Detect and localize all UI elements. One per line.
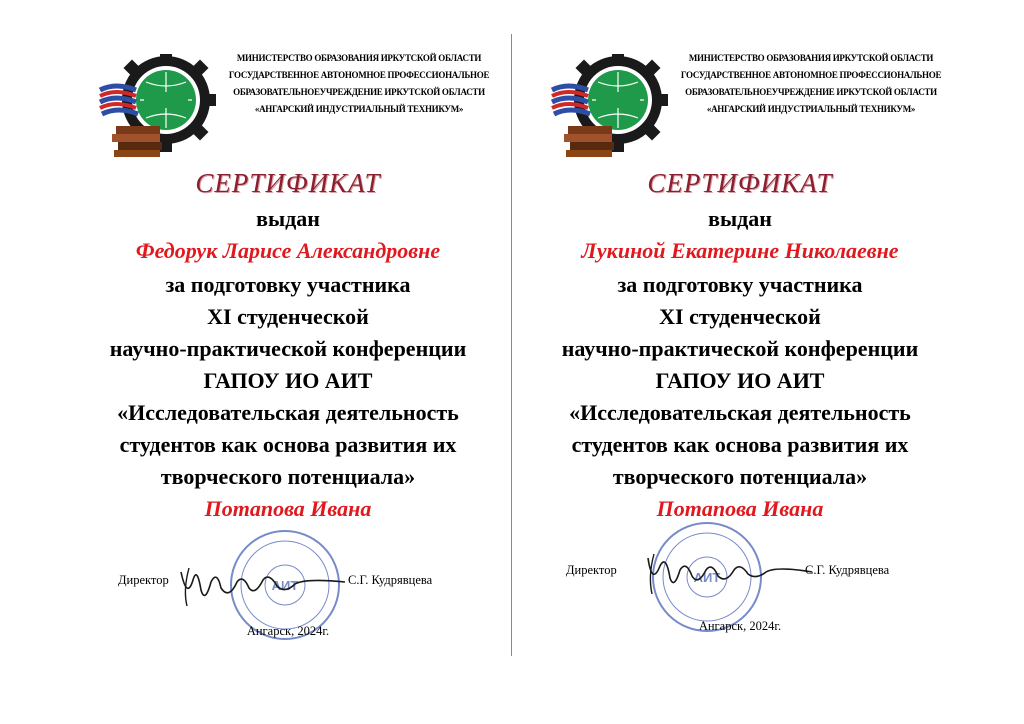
director-signature-icon xyxy=(640,548,815,598)
ministry-line: ГОСУДАРСТВЕННОЕ АВТОНОМНОЕ ПРОФЕССИОНАЛЬНОЕ xyxy=(228,70,490,80)
body-line: студентов как основа развития их xyxy=(119,432,457,457)
director-label: Директор xyxy=(566,563,617,577)
body-line: за подготовку участника xyxy=(165,272,411,297)
place-date: Ангарск, 2024г. xyxy=(698,619,782,633)
body-line: творческого потенциала» xyxy=(160,464,416,489)
body-line: научно-практической конференции xyxy=(109,336,467,361)
recipient-name: Лукиной Екатерине Николаевне xyxy=(581,238,899,263)
ministry-line: МИНИСТЕРСТВО ОБРАЗОВАНИЯ ИРКУТСКОЙ ОБЛАСТИ xyxy=(236,53,482,63)
issued-text: выдан xyxy=(708,206,772,231)
body-line: творческого потенциала» xyxy=(612,464,868,489)
ministry-line: «АНГАРСКИЙ ИНДУСТРИАЛЬНЫЙ ТЕХНИКУМ» xyxy=(706,104,916,114)
ministry-header xyxy=(218,50,500,118)
certificate-title: СЕРТИФИКАТ xyxy=(647,168,833,198)
college-logo-icon xyxy=(96,42,218,164)
body-line: за подготовку участника xyxy=(617,272,863,297)
body-line: XI студенческой xyxy=(207,304,369,329)
ministry-line: «АНГАРСКИЙ ИНДУСТРИАЛЬНЫЙ ТЕХНИКУМ» xyxy=(254,104,464,114)
director-signature-icon xyxy=(173,560,348,610)
certificate-title: СЕРТИФИКАТ xyxy=(195,168,381,198)
college-logo-icon xyxy=(548,42,670,164)
director-name: С.Г. Кудрявцева xyxy=(348,573,433,587)
ministry-line: ОБРАЗОВАТЕЛЬНОЕУЧРЕЖДЕНИЕ ИРКУТСКОЙ ОБЛАСТИ xyxy=(685,87,937,97)
body-line: научно-практической конференции xyxy=(561,336,919,361)
recipient-name: Федорук Ларисе Александровне xyxy=(135,238,441,263)
certificate-1 xyxy=(38,0,538,724)
place-date: Ангарск, 2024г. xyxy=(246,624,330,638)
stamp-text: АИТ xyxy=(271,578,299,593)
body-line: ГАПОУ ИО АИТ xyxy=(655,368,825,393)
body-line: студентов как основа развития их xyxy=(571,432,909,457)
stamp-text: АИТ xyxy=(693,570,721,585)
director-label: Директор xyxy=(118,573,169,587)
student-name: Потапова Ивана xyxy=(204,496,372,521)
ministry-header xyxy=(670,50,952,118)
body-line: «Исследовательская деятельность xyxy=(569,400,911,425)
certificate-2 xyxy=(490,0,990,724)
ministry-line: МИНИСТЕРСТВО ОБРАЗОВАНИЯ ИРКУТСКОЙ ОБЛАСТИ xyxy=(688,53,934,63)
body-line: ГАПОУ ИО АИТ xyxy=(203,368,373,393)
ministry-line: ОБРАЗОВАТЕЛЬНОЕУЧРЕЖДЕНИЕ ИРКУТСКОЙ ОБЛАСТИ xyxy=(233,87,485,97)
issued-text: выдан xyxy=(256,206,320,231)
body-line: XI студенческой xyxy=(659,304,821,329)
body-line: «Исследовательская деятельность xyxy=(117,400,459,425)
ministry-line: ГОСУДАРСТВЕННОЕ АВТОНОМНОЕ ПРОФЕССИОНАЛЬНОЕ xyxy=(680,70,942,80)
student-name: Потапова Ивана xyxy=(656,496,824,521)
director-name: С.Г. Кудрявцева xyxy=(805,563,890,577)
